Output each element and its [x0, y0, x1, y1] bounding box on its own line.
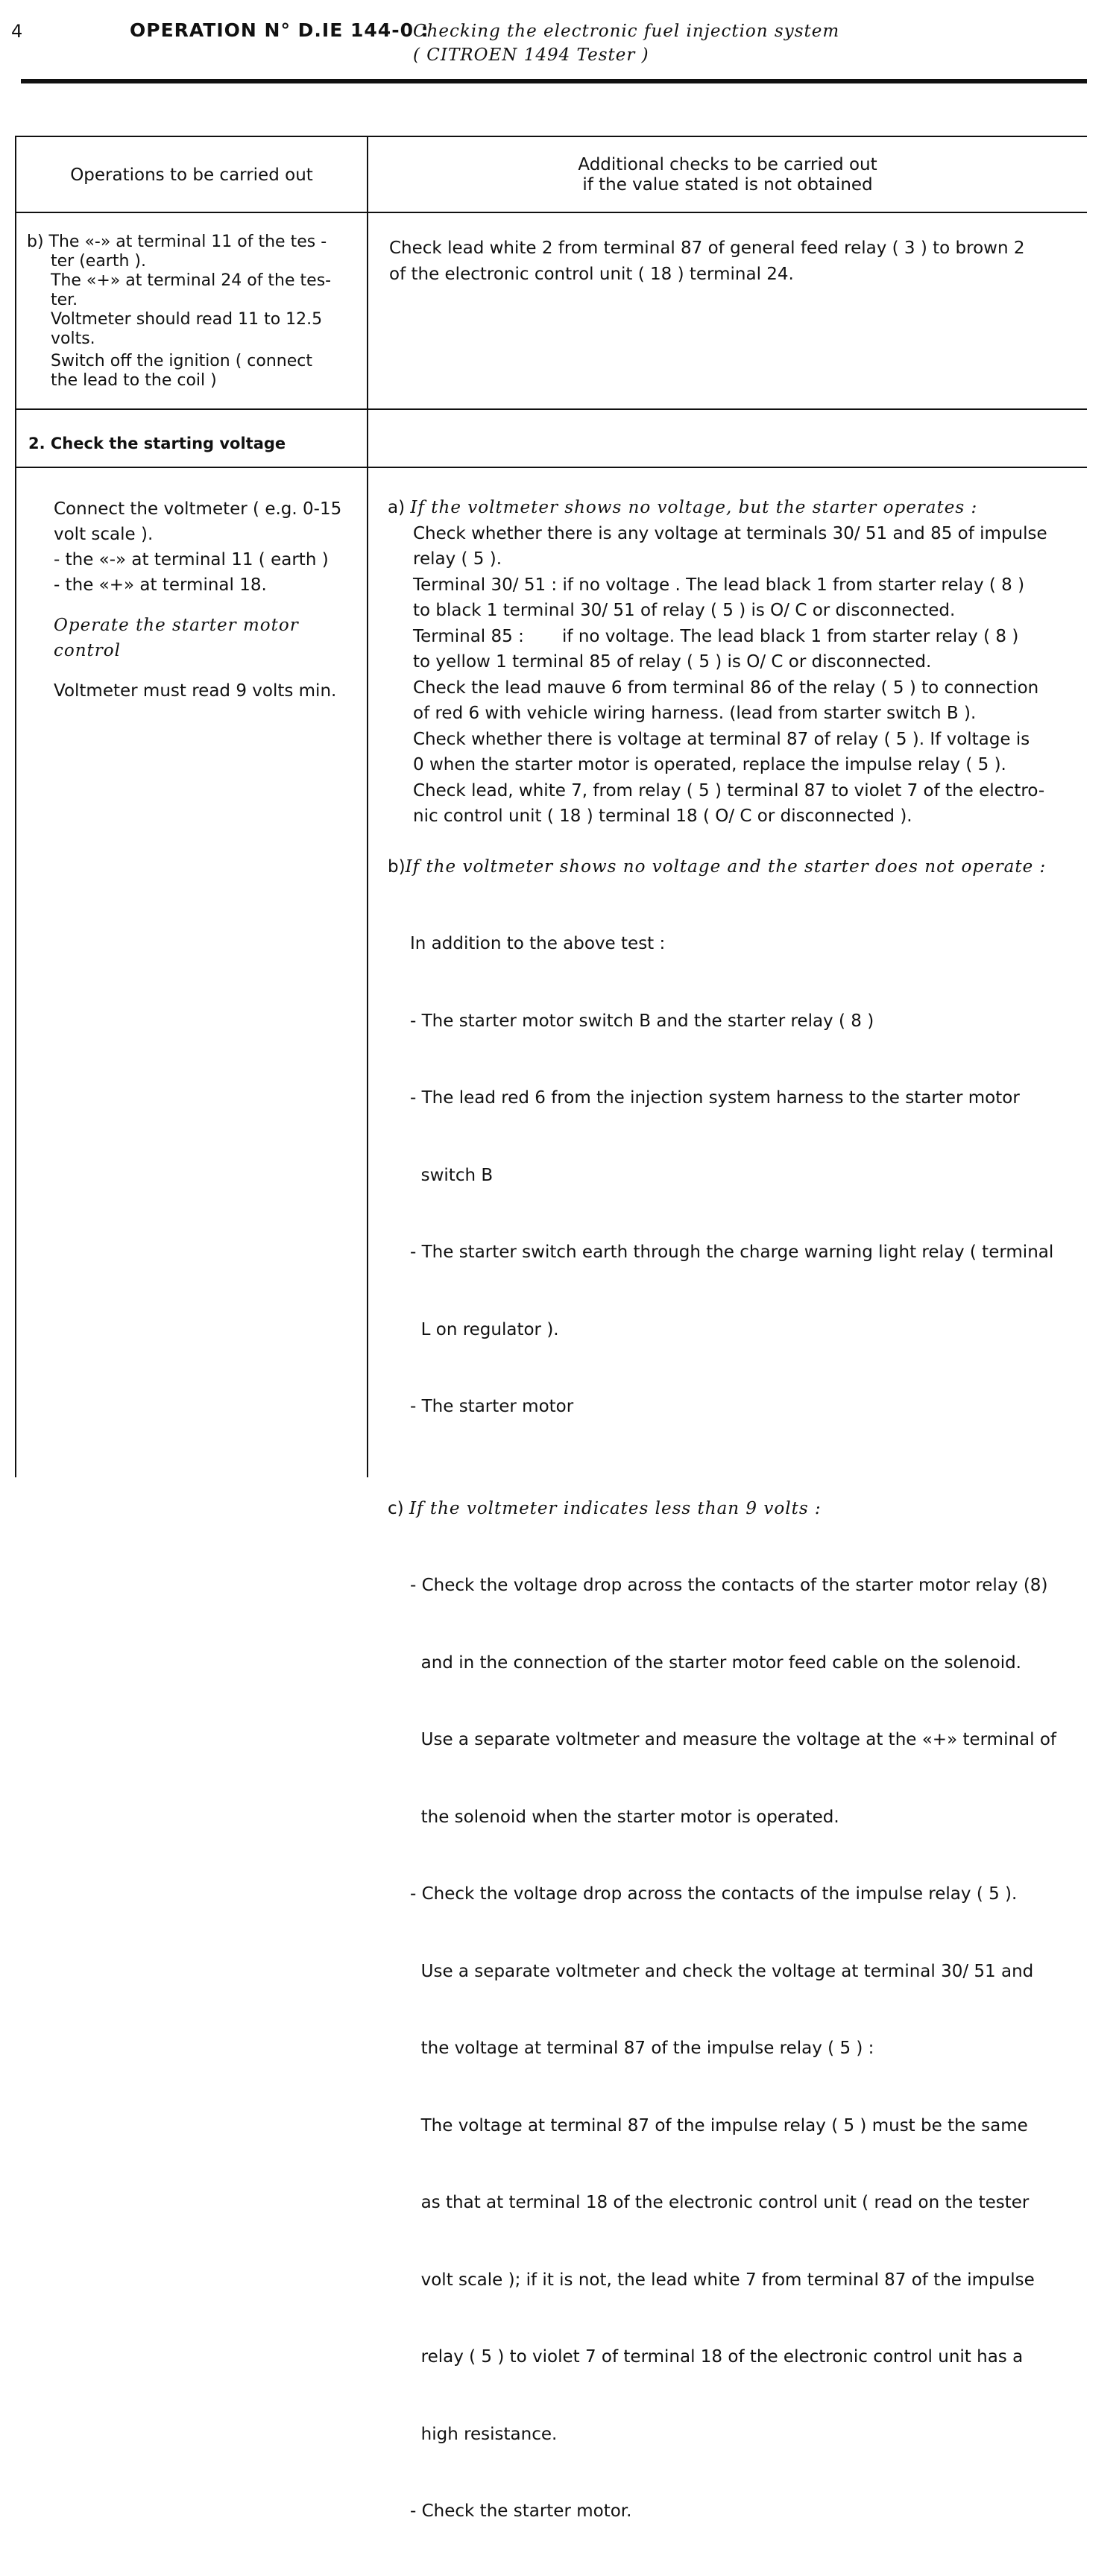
check-line: In addition to the above test : [410, 934, 666, 953]
row-b-operations [27, 233, 364, 391]
row-b-line: ter (earth ). [51, 252, 146, 271]
check-line: Check the lead mauve 6 from terminal 86 of the relay ( 5 ) to connection [413, 678, 1039, 698]
check-line: and in the connection of the starter motor feed cable on the solenoid. [410, 1652, 1021, 1673]
check-line: volt scale ); if it is not, the lead white 7 from terminal 87 of the impulse [410, 2270, 1035, 2290]
check-line: Terminal 30/ 51 : if no voltage . The lead black 1 from starter relay ( 8 ) [413, 575, 1025, 595]
check-line: the voltage at terminal 87 of the impulse relay ( 5 ) : [410, 2039, 874, 2058]
operation-line: - the «+» at terminal 18. [54, 575, 267, 595]
check-line: 0 when the starter motor is operated, replace the impulse relay ( 5 ). [413, 755, 1006, 774]
case-b-body [388, 880, 1085, 1471]
starting-voltage-operations [54, 496, 364, 704]
check-line: Use a separate voltmeter and check the voltage at terminal 30/ 51 and [410, 1961, 1034, 1981]
page-number: 4 [11, 21, 23, 42]
row-b-line: volts. [51, 329, 95, 348]
column-header-additional-checks: Additional checks to be carried out if the value stated is not obtained [578, 155, 877, 195]
row-b-additional-checks: Check lead white 2 from terminal 87 of general feed relay ( 3 ) to brown 2 of the electronic control unit ( 18 ) terminal 24. [389, 239, 1025, 284]
operation-line: Connect the voltmeter ( e.g. 0-15 [54, 499, 342, 519]
check-line: - Check the voltage drop across the contacts of the starter motor relay (8) [410, 1576, 1048, 1595]
column-divider [367, 136, 368, 1477]
operation-line: volt scale ). [54, 525, 154, 544]
check-line: The voltage at terminal 87 of the impulse relay ( 5 ) must be the same [410, 2115, 1028, 2135]
check-line: high resistance. [410, 2424, 558, 2444]
row-b-line: Voltmeter should read 11 to 12.5 [51, 310, 323, 329]
check-line: switch B [410, 1165, 494, 1185]
row-b-line: b) The «-» at terminal 11 of the tes - [27, 233, 327, 251]
check-line: Terminal 85 : if no voltage. The lead black 1 from starter relay ( 8 ) [413, 626, 1019, 646]
case-a-body [388, 521, 1085, 830]
table-top-border [15, 136, 1087, 137]
operation-line: - the «-» at terminal 11 ( earth ) [54, 550, 329, 569]
check-line: relay ( 5 ). [413, 549, 502, 569]
section2-divider [15, 467, 1087, 468]
check-line: to yellow 1 terminal 85 of relay ( 5 ) is O/ C or disconnected. [413, 652, 932, 672]
row-b-divider [15, 408, 1087, 410]
table-left-border [15, 136, 16, 1477]
check-line: to black 1 terminal 30/ 51 of relay ( 5 ) is O/ C or disconnected. [413, 601, 956, 620]
check-line: L on regulator ). [410, 1319, 559, 1339]
case-c-heading: c) If the voltmeter indicates less than 9 volts : [388, 1498, 822, 1518]
row-b-line: the lead to the coil ) [51, 371, 217, 390]
operation-line: Operate the starter motor control [54, 616, 299, 660]
page-title [413, 19, 839, 67]
case-c-body [388, 1521, 1085, 2576]
check-line: relay ( 5 ) to violet 7 of terminal 18 of the electronic control unit has a [410, 2347, 1024, 2367]
check-line: - Check the starter motor. [410, 2501, 632, 2521]
operation-number: OPERATION N° D.IE 144-0 : [130, 19, 429, 41]
case-b-heading: b)If the voltmeter shows no voltage and the starter does not operate : [388, 856, 1047, 877]
check-line: Check whether there is any voltage at terminals 30/ 51 and 85 of impulse [413, 523, 1047, 543]
title-line-2: ( CITROEN 1494 Tester ) [413, 45, 649, 65]
check-line: - The lead red 6 from the injection system harness to the starter motor [410, 1088, 1020, 1108]
check-line: - Check the voltage drop across the contacts of the impulse relay ( 5 ). [410, 1884, 1018, 1904]
check-line: Use a separate voltmeter and measure the voltage at the «+» terminal of [410, 1730, 1057, 1749]
check-line: nic control unit ( 18 ) terminal 18 ( O/ C or disconnected ). [413, 806, 912, 826]
row-b-line: Switch off the ignition ( connect [51, 352, 312, 370]
header-row-divider [15, 212, 1087, 213]
case-a-heading: a) If the voltmeter shows no voltage, but the starter operates : [388, 498, 978, 517]
header-rule [21, 79, 1087, 83]
check-line: - The starter switch earth through the charge warning light relay ( terminal [410, 1243, 1054, 1262]
title-line-1: Checking the electronic fuel injection system [413, 22, 840, 41]
starting-voltage-additional-checks [388, 495, 1085, 2576]
section-heading-starting-voltage: 2. Check the starting voltage [28, 435, 286, 452]
check-line: Check lead, white 7, from relay ( 5 ) terminal 87 to violet 7 of the electro- [413, 780, 1045, 801]
row-b-line: The «+» at terminal 24 of the tes- [51, 271, 332, 290]
row-b-line: ter. [51, 291, 78, 309]
column-header-operations: Operations to be carried out [70, 165, 313, 185]
check-line: of red 6 with vehicle wiring harness. (lead from starter switch B ). [413, 704, 977, 723]
operation-line: Voltmeter must read 9 volts min. [54, 681, 337, 701]
check-line: - The starter motor switch B and the starter relay ( 8 ) [410, 1011, 874, 1031]
check-line: the solenoid when the starter motor is operated. [410, 1807, 839, 1827]
check-line: - The starter motor [410, 1397, 574, 1416]
check-line: Check whether there is voltage at terminal 87 of relay ( 5 ). If voltage is [413, 729, 1030, 749]
check-line: as that at terminal 18 of the electronic control unit ( read on the tester [410, 2193, 1030, 2212]
